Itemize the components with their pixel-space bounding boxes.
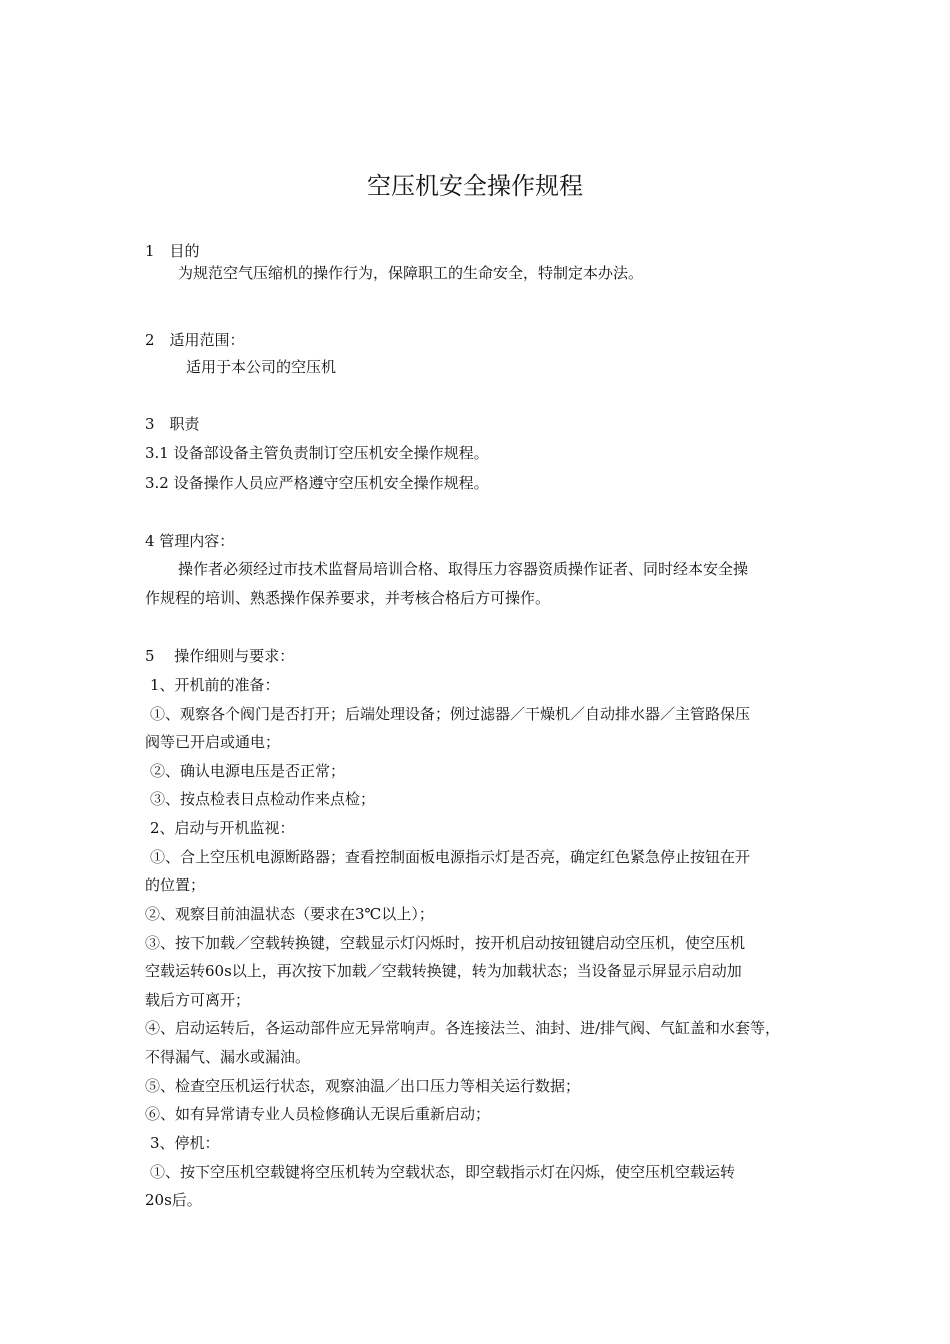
section-3-heading: 3 职责 (145, 415, 200, 433)
item-1-3: ③、按点检表日点检动作来点检； (150, 790, 376, 808)
item-1-1-line-2: 阀等已开启或通电； (145, 733, 281, 751)
item-2-4-line-2: 不得漏气、漏水或漏油。 (145, 1048, 311, 1066)
section-4-text-line-2: 作规程的培训、熟悉操作保养要求，并考核合格后方可操作。 (145, 589, 551, 607)
item-2-5: ⑤、检查空压机运行状态，观察油温／出口压力等相关运行数据； (145, 1077, 581, 1095)
section-4-text-line-1: 操作者必须经过市技术监督局培训合格、取得压力容器资质操作证者、同时经本安全操 (178, 560, 749, 578)
document-title: 空压机安全操作规程 (367, 172, 583, 200)
subsection-3-heading: 3、停机： (150, 1134, 220, 1152)
section-2-text: 适用于本公司的空压机 (186, 358, 337, 376)
section-5-heading: 5 操作细则与要求： (145, 647, 295, 665)
subsection-2-heading: 2、启动与开机监视： (150, 819, 295, 837)
item-2-3-line-2: 空载运转60s以上，再次按下加载／空载转换键，转为加载状态；当设备显示屏显示启动加 (145, 962, 742, 980)
item-2-6: ⑥、如有异常请专业人员检修确认无误后重新启动； (145, 1105, 491, 1123)
item-3-1-line-1: ①、按下空压机空载键将空压机转为空载状态，即空载指示灯在闪烁，使空压机空载运转 (150, 1163, 736, 1181)
item-2-4-line-1: ④、启动运转后，各运动部件应无异常响声。各连接法兰、油封、进/排气阀、气缸盖和水套等， (145, 1019, 781, 1037)
item-2-3-line-3: 载后方可离开； (145, 991, 251, 1009)
section-1-text: 为规范空气压缩机的操作行为，保障职工的生命安全，特制定本办法。 (178, 264, 644, 282)
item-2-3-line-1: ③、按下加载／空载转换键，空载显示灯闪烁时，按开机启动按钮键启动空压机，使空压机 (145, 934, 746, 952)
item-2-2: ②、观察目前油温状态（要求在3℃以上）； (145, 905, 434, 923)
item-2-1-line-2: 的位置； (145, 876, 206, 894)
section-1-heading: 1 目的 (145, 242, 200, 260)
subsection-1-heading: 1、开机前的准备： (150, 676, 280, 694)
item-2-1-line-1: ①、合上空压机电源断路器；查看控制面板电源指示灯是否亮，确定红色紧急停止按钮在开 (150, 848, 751, 866)
item-1-2: ②、确认电源电压是否正常； (150, 762, 346, 780)
item-1-1-line-1: ①、观察各个阀门是否打开；后端处理设备；例过滤器／干燥机／自动排水器／主管路保压 (150, 705, 751, 723)
section-3-1: 3.1 设备部设备主管负责制订空压机安全操作规程。 (145, 444, 489, 462)
section-4-heading: 4 管理内容： (145, 532, 235, 550)
section-3-2: 3.2 设备操作人员应严格遵守空压机安全操作规程。 (145, 474, 489, 492)
item-3-1-line-2: 20s后。 (145, 1191, 202, 1209)
section-2-heading: 2 适用范围： (145, 331, 245, 349)
